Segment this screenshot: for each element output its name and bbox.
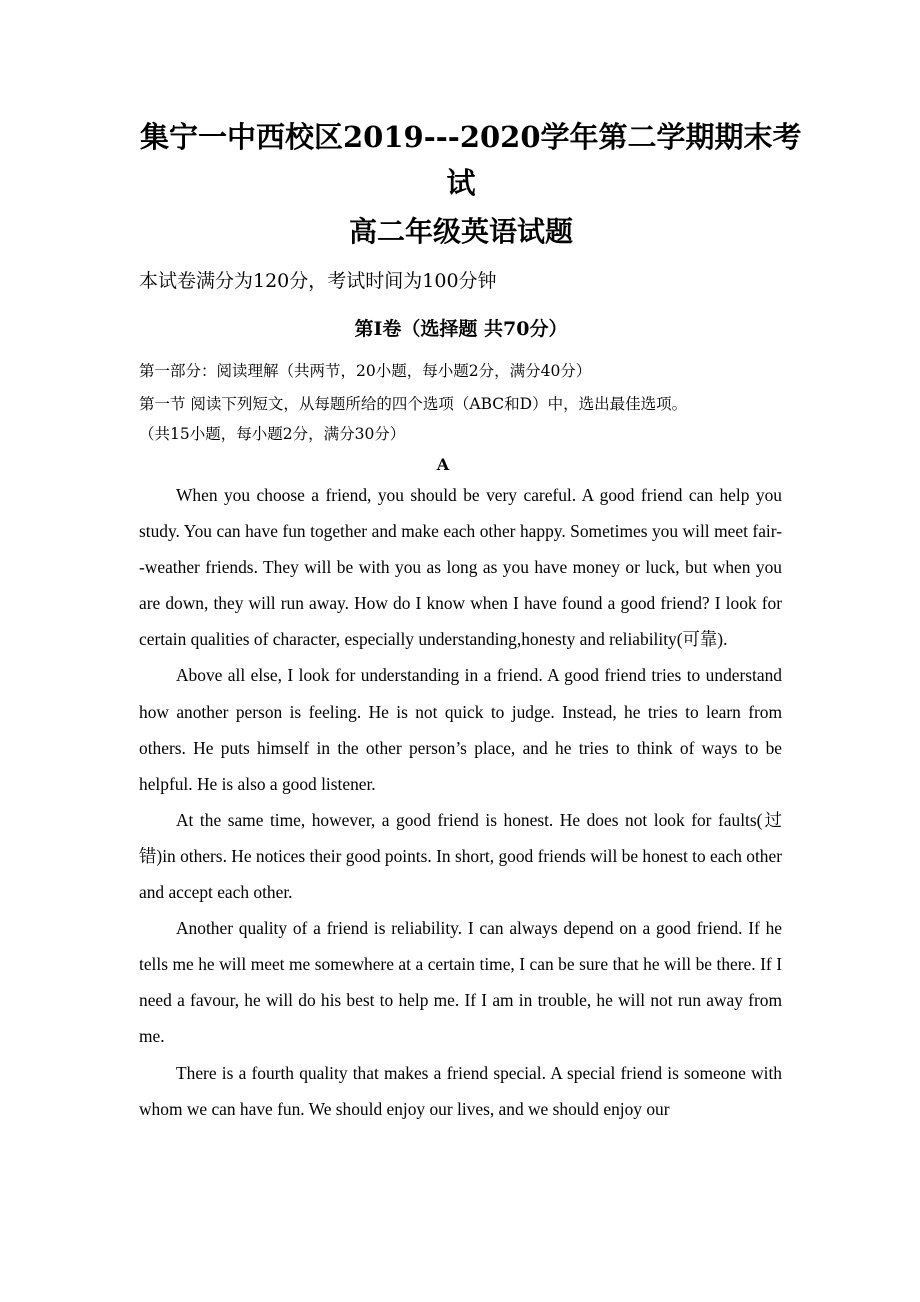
passage-paragraph: Above all else, I look for understanding in a friend. A good friend tries to understand how another person is feeling. He is not quick to judge. Instead, he tries to learn from others. He puts himself in the other person’s place, and he tries to think of ways to be helpful. He is also a good listener. bbox=[139, 665, 782, 794]
exam-title-continued: 试 bbox=[446, 166, 476, 200]
section-instructions: 第一节 阅读下列短文，从每题所给的四个选项（ABC和D）中，选出最佳选项。 bbox=[139, 395, 688, 413]
part-instructions: 第一部分：阅读理解（共两节，20小题，每小题2分，满分40分） bbox=[139, 362, 592, 380]
exam-info: 本试卷满分为120分，考试时间为100分钟 bbox=[139, 270, 497, 292]
passage-paragraph: At the same time, however, a good friend is honest. He does not look for faults(过错)in others. He notices their good points. In short, good friends will be honest to each other and accept each other. bbox=[139, 809, 782, 903]
section-instructions-continued: （共15小题，每小题2分，满分30分） bbox=[139, 425, 406, 443]
exam-title: 集宁一中西校区2019---2020学年第二学期期末考 bbox=[140, 120, 802, 154]
section-heading: 第I卷（选择题 共70分） bbox=[354, 318, 568, 340]
reading-passage bbox=[139, 477, 782, 1127]
exam-subject-title: 高二年级英语试题 bbox=[348, 215, 573, 248]
passage-paragraph: Another quality of a friend is reliability. I can always depend on a good friend. If he tells me he will meet me somewhere at a certain time, I can be sure that he will be there. If I need a favour, he will do his best to help me. If I am in trouble, he will not run away from me. bbox=[139, 918, 782, 1047]
passage-label: A bbox=[436, 455, 450, 474]
passage-paragraph: When you choose a friend, you should be very careful. A good friend can help you study. You can have fun together and make each other happy. Sometimes you will meet fair--weather friends. They will be with you as long as you have money or luck, but when you are down, they will run away. How do I know when I have found a good friend? I look for certain qualities of character, especially understanding,honesty and reliability(可靠). bbox=[139, 485, 782, 650]
passage-paragraph: There is a fourth quality that makes a friend special. A special friend is someone with whom we can have fun. We should enjoy our lives, and we should enjoy our bbox=[139, 1062, 782, 1119]
